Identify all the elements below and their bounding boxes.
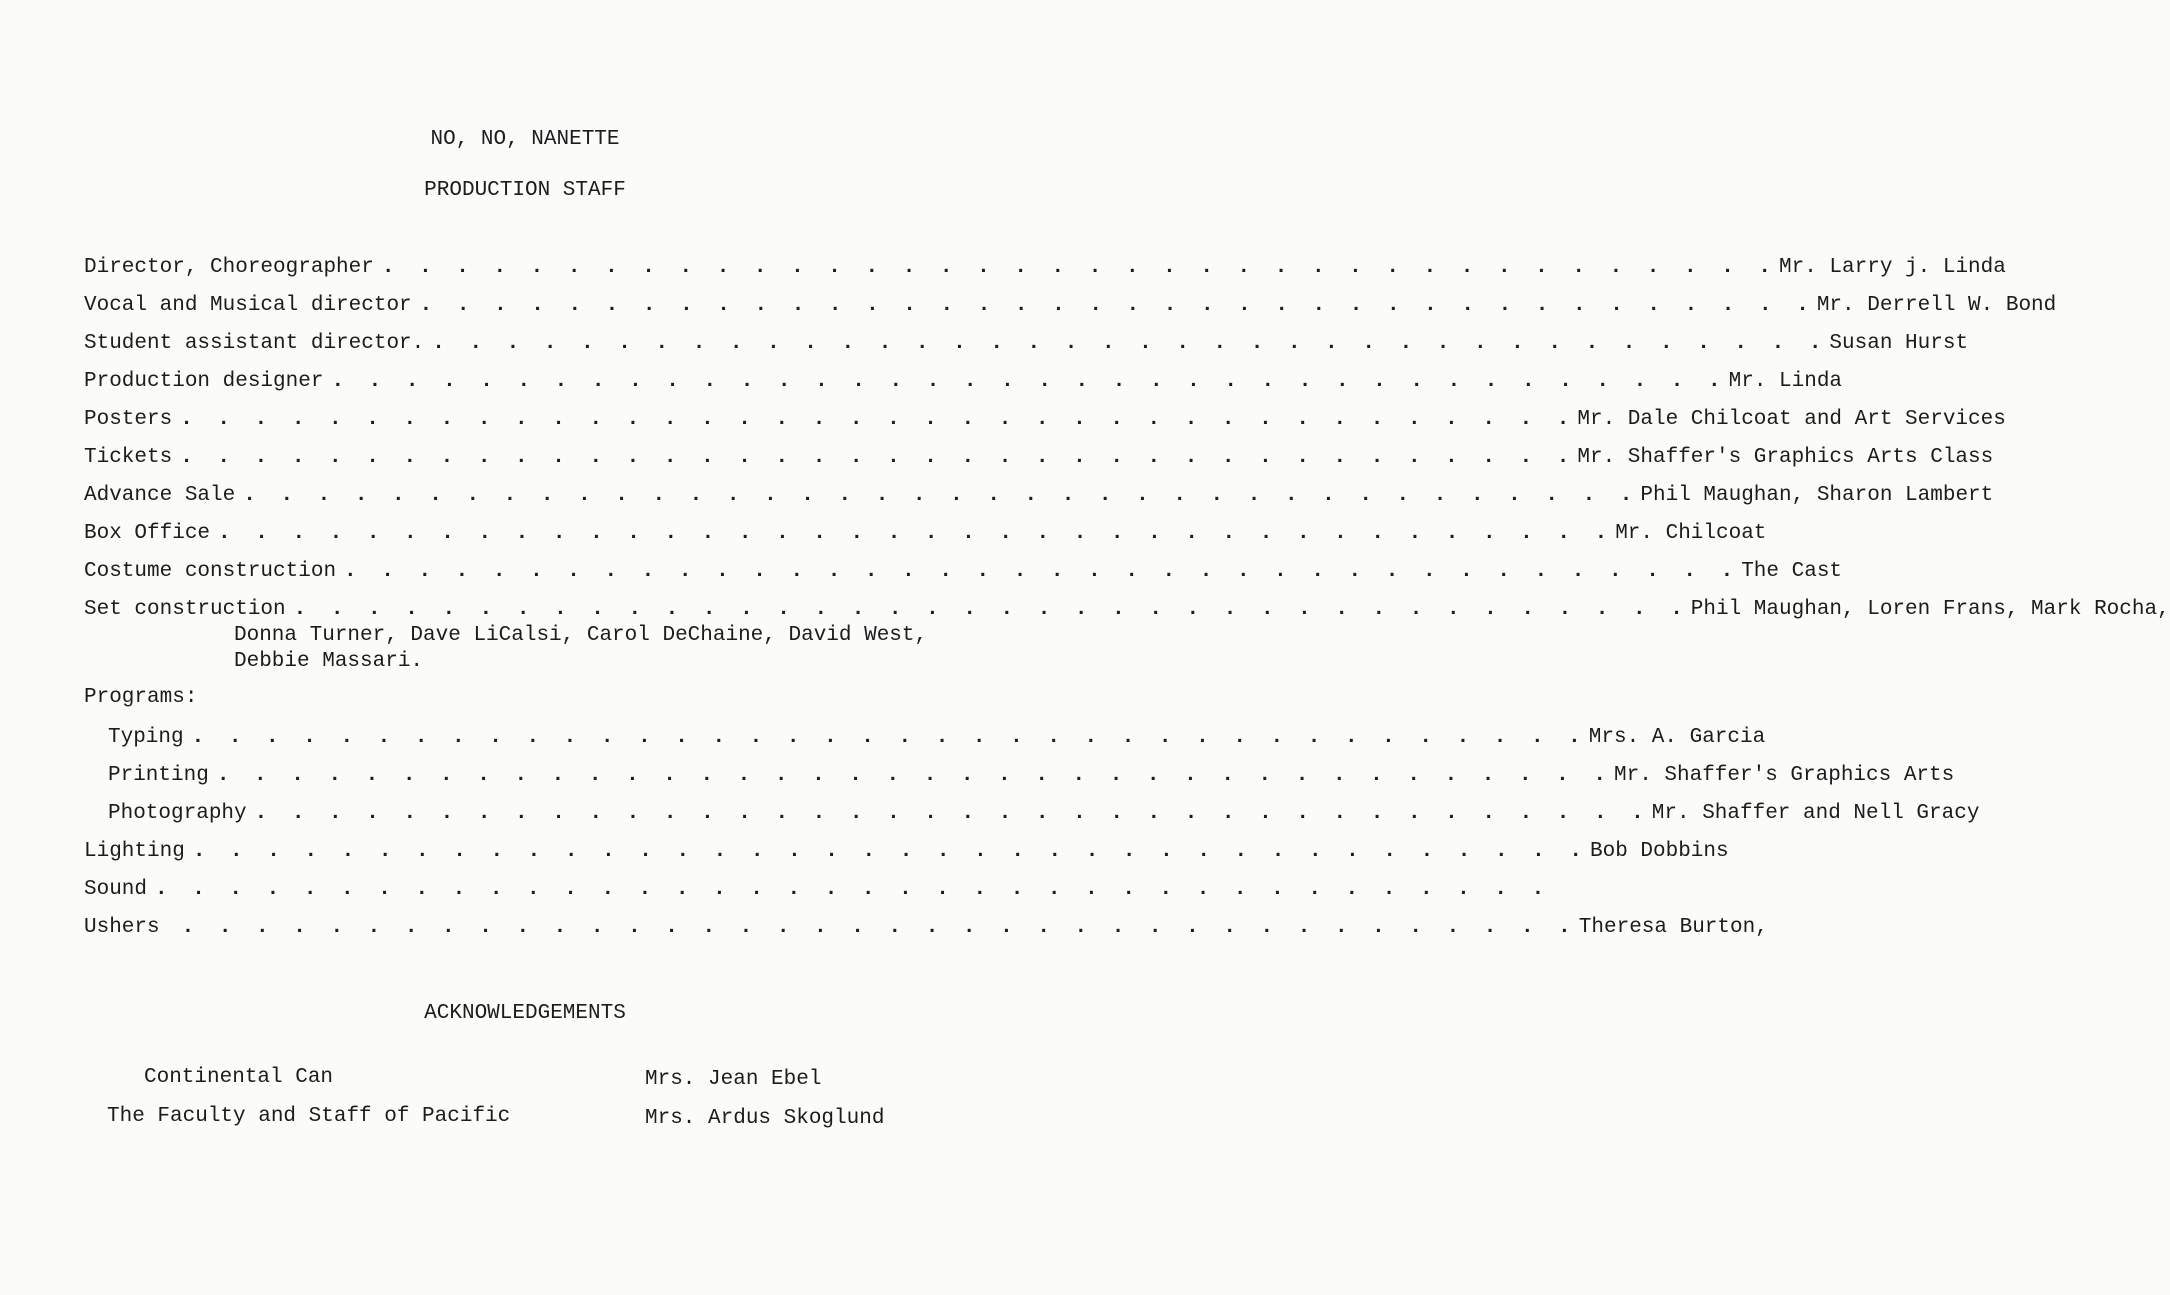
dot-leader: . . . . . . . . . . . . . . . . . . . . . . . . . . . . . . . . . . . . . . <box>216 764 1612 787</box>
staff-label: Tickets <box>84 446 173 469</box>
acknowledgement-left-2: The Faculty and Staff of Pacific <box>107 1105 511 1128</box>
staff-row-sound <box>84 878 1551 906</box>
staff-label: Ushers <box>84 916 160 939</box>
page-subtitle: PRODUCTION STAFF <box>424 179 626 202</box>
staff-row-advance-sale <box>84 484 1994 512</box>
dot-leader: . . . . . . . . . . . . . . . . . . . . . . . . . . . . . . . . . . . . . . <box>432 332 1828 355</box>
staff-row-tickets <box>84 446 1994 474</box>
staff-value: Susan Hurst <box>1829 332 1969 355</box>
staff-row-director <box>84 256 2006 284</box>
dot-leader: . . . . . . . . . . . . . . . . . . . . . . . . . . . . . . . . . . . . . . <box>331 370 1727 393</box>
staff-value: Phil Maughan, Loren Frans, Mark Rocha, <box>1690 598 2170 621</box>
dot-leader: . . . . . . . . . . . . . . . . . . . . . . . . . . . . . . . . . . . . . . <box>293 598 1689 621</box>
staff-label: Sound <box>84 878 148 901</box>
staff-value: Mr. Shaffer and Nell Gracy <box>1651 802 1980 825</box>
staff-row-production-designer <box>84 370 1843 398</box>
dot-leader: . . . . . . . . . . . . . . . . . . . . . . . . . . . . . . . . . . . . . . <box>180 446 1576 469</box>
staff-row-typing <box>108 726 1766 754</box>
staff-label: Director, Choreographer <box>84 256 374 279</box>
staff-label: Photography <box>108 802 247 825</box>
dot-leader: . . . . . . . . . . . . . . . . . . . . . . . . . . . . . . . . . . . . . . <box>180 408 1576 431</box>
staff-label: Printing <box>108 764 209 787</box>
staff-label: Posters <box>84 408 173 431</box>
dot-leader: . . . . . . . . . . . . . . . . . . . . . . . . . . . . . . . . . . . . . . <box>254 802 1650 825</box>
staff-value: Mr. Chilcoat <box>1615 522 1767 545</box>
staff-label: Typing <box>108 726 184 749</box>
staff-row-set <box>84 598 2170 626</box>
staff-row-photography <box>108 802 1980 830</box>
dot-leader: . . . . . . . . . . . . . . . . . . . . . . . . . . . . . . . . . . . . . . <box>192 840 1588 863</box>
staff-row-vocal <box>84 294 2057 322</box>
dot-leader: . . . . . . . . . . . . . . . . . . . . . . . . . . . . . . . . . . . . . . <box>381 256 1778 279</box>
dot-leader: . . . . . . . . . . . . . . . . . . . . . . . . . . . . . . . . . . . . . . <box>181 916 1577 939</box>
staff-value: Bob Dobbins <box>1589 840 1729 863</box>
acknowledgement-right-2: Mrs. Ardus Skoglund <box>645 1107 885 1130</box>
set-construction-line-3: Debbie Massari. <box>234 650 424 673</box>
staff-label: Student assistant director. <box>84 332 425 355</box>
staff-label: Vocal and Musical director <box>84 294 412 317</box>
dot-leader: . . . . . . . . . . . . . . . . . . . . . . . . . . . . . . . . . . . . . . <box>243 484 1639 507</box>
dot-leader: . . . . . . . . . . . . . . . . . . . . . . . . . . . . . . . . . . . . . . <box>155 878 1551 901</box>
page-title: NO, NO, NANETTE <box>430 128 620 151</box>
staff-value: Mrs. A. Garcia <box>1588 726 1766 749</box>
staff-row-posters <box>84 408 2006 436</box>
dot-leader: . . . . . . . . . . . . . . . . . . . . . . . . . . . . . . . . . . . . . . <box>419 294 1815 317</box>
staff-value: Theresa Burton, <box>1578 916 1768 939</box>
set-construction-line-2: Donna Turner, Dave LiCalsi, Carol DeChaine, David West, <box>234 624 928 647</box>
dot-leader: . . . . . . . . . . . . . . . . . . . . . . . . . . . . . . . . . . . . . . <box>191 726 1587 749</box>
staff-value: Mr. Shaffer's Graphics Arts <box>1613 764 1955 787</box>
staff-label: Costume construction <box>84 560 337 583</box>
acknowledgement-left-1: Continental Can <box>144 1066 334 1089</box>
dot-leader: . . . . . . . . . . . . . . . . . . . . . . . . . . . . . . . . . . . . . . <box>218 522 1614 545</box>
staff-row-lighting <box>84 840 1729 868</box>
staff-row-costume <box>84 560 1843 588</box>
dot-leader: . . . . . . . . . . . . . . . . . . . . . . . . . . . . . . . . . . . . . . <box>344 560 1740 583</box>
staff-label: Lighting <box>84 840 185 863</box>
staff-row-box-office <box>84 522 1767 550</box>
acknowledgement-right-1: Mrs. Jean Ebel <box>645 1068 822 1091</box>
staff-value: The Cast <box>1741 560 1843 583</box>
acknowledgements-heading: ACKNOWLEDGEMENTS <box>424 1002 626 1025</box>
staff-value: Mr. Linda <box>1728 370 1843 393</box>
staff-value: Mr. Shaffer's Graphics Arts Class <box>1577 446 1994 469</box>
staff-row-printing <box>108 764 1955 792</box>
staff-value: Mr. Derrell W. Bond <box>1816 294 2057 317</box>
staff-label: Box Office <box>84 522 211 545</box>
staff-label: Set construction <box>84 598 286 621</box>
staff-row-student-assistant <box>84 332 1969 360</box>
staff-row-ushers <box>84 916 1768 944</box>
staff-value: Mr. Larry j. Linda <box>1779 256 2006 279</box>
staff-label: Production designer <box>84 370 324 393</box>
programs-heading: Programs: <box>84 686 198 709</box>
staff-value: Phil Maughan, Sharon Lambert <box>1640 484 1994 507</box>
staff-label: Advance Sale <box>84 484 236 507</box>
staff-value: Mr. Dale Chilcoat and Art Services <box>1577 408 2006 431</box>
